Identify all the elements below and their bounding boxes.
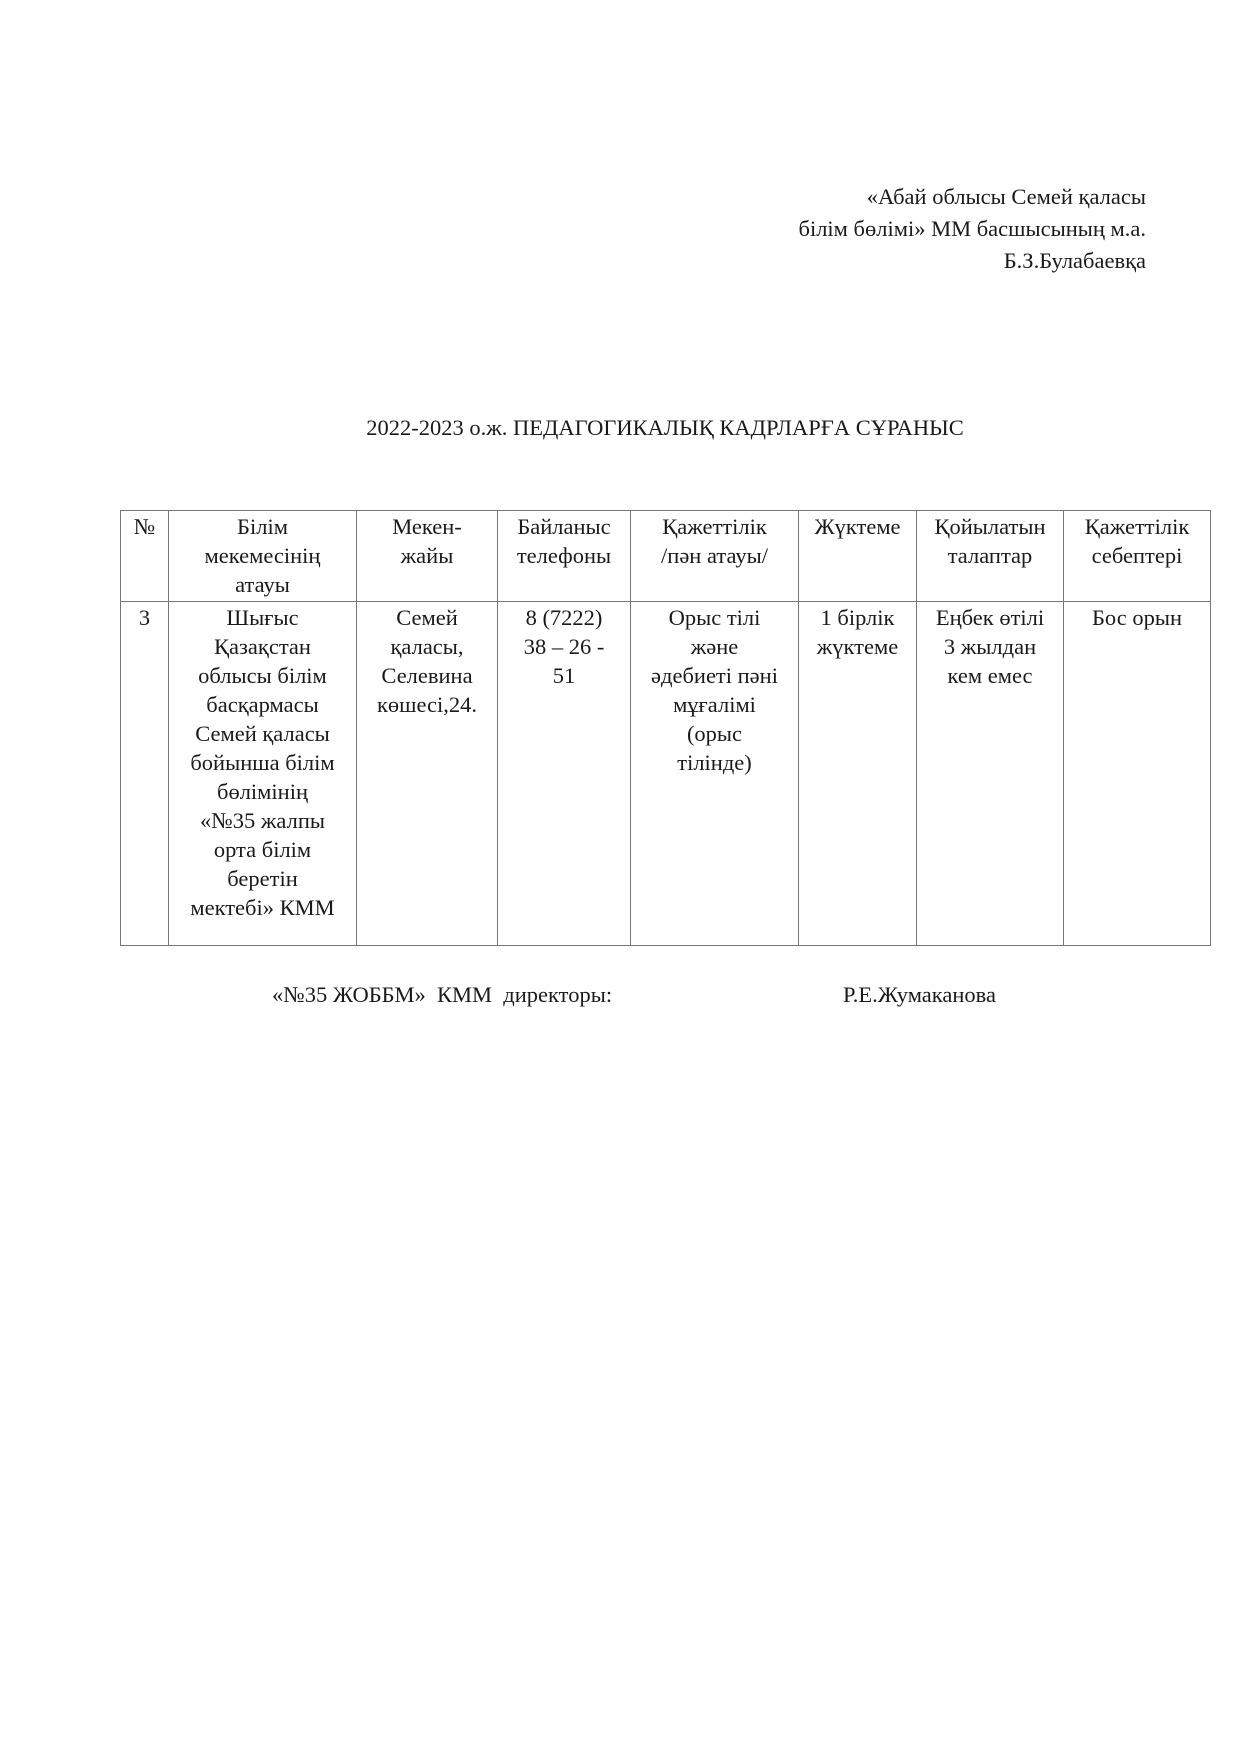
header-institution (169, 511, 357, 602)
header-line: Білім (237, 514, 288, 539)
cell-phone (498, 602, 631, 946)
signatory-position: «№35 ЖОББМ» КММ директоры: (272, 982, 613, 1007)
header-line: Қажеттілік (1084, 514, 1190, 539)
header-line: атауы (235, 572, 290, 597)
table-row (121, 602, 1211, 946)
header-line: Байланыс (517, 514, 611, 539)
header-line: /пән атауы/ (661, 543, 768, 568)
header-phone (498, 511, 631, 602)
staff-request-table (120, 510, 1211, 946)
cell-line: Шығыс (226, 605, 299, 630)
cell-line: мұғалімі (673, 692, 756, 717)
cell-line: кем емес (947, 663, 1033, 688)
cell-line: басқармасы (206, 692, 319, 717)
header-line: жайы (400, 543, 454, 568)
cell-line: Орыс тілі (668, 605, 761, 630)
cell-line: Бос орын (1092, 605, 1182, 630)
cell-reasons (1064, 602, 1211, 946)
addressee-line: білім бөлімі» ММ басшысының м.а. (798, 216, 1146, 241)
document-title: 2022-2023 о.ж. ПЕДАГОГИКАЛЫҚ КАДРЛАРҒА СҰРАНЫС (366, 415, 964, 440)
header-line: Жүктеме (814, 514, 901, 539)
cell-line: тілінде) (677, 750, 752, 775)
header-workload (799, 511, 917, 602)
cell-line: Селевина (381, 663, 473, 688)
cell-workload (799, 602, 917, 946)
cell-line: Семей (396, 605, 458, 630)
cell-line: 51 (552, 663, 576, 688)
table-header-row (121, 511, 1211, 602)
cell-line: және (690, 634, 739, 659)
cell-line: облысы білім (198, 663, 327, 688)
header-line: № (133, 514, 156, 539)
addressee-line: Б.З.Булабаевқа (1003, 248, 1146, 273)
cell-line: жүктеме (816, 634, 899, 659)
addressee-block (799, 181, 1147, 277)
cell-line: Қазақстан (214, 634, 311, 659)
header-requirements (917, 511, 1064, 602)
header-line: талаптар (947, 543, 1033, 568)
header-address (357, 511, 498, 602)
cell-institution (169, 602, 357, 946)
cell-line: 1 бірлік (820, 605, 895, 630)
cell-line: көшесі,24. (376, 692, 478, 717)
header-line: Мекен- (392, 514, 462, 539)
cell-line: Еңбек өтілі (935, 605, 1045, 630)
cell-subject (631, 602, 799, 946)
cell-line: мектебі» КММ (190, 895, 335, 920)
cell-line: 3 жылдан (943, 634, 1037, 659)
cell-line: 38 – 26 - (523, 634, 605, 659)
cell-requirements (917, 602, 1064, 946)
cell-line: 8 (7222) (525, 605, 603, 630)
cell-address (357, 602, 498, 946)
cell-line: Семей қаласы (195, 721, 330, 746)
cell-line: орта білім (213, 837, 312, 862)
cell-line: беретін (227, 866, 298, 891)
cell-line: 3 (138, 605, 151, 630)
header-line: мекемесінің (204, 543, 321, 568)
cell-line: әдебиеті пәні (651, 663, 778, 688)
header-line: себептері (1091, 543, 1183, 568)
cell-line: қаласы, (390, 634, 464, 659)
cell-line: бойынша білім (190, 750, 335, 775)
cell-line: (орыс (686, 721, 743, 746)
header-number (121, 511, 169, 602)
cell-line: «№35 жалпы (200, 808, 325, 833)
header-reasons (1064, 511, 1211, 602)
header-subject (631, 511, 799, 602)
cell-line: бөлімінің (217, 779, 308, 804)
header-line: телефоны (516, 543, 612, 568)
header-line: Қажеттілік (662, 514, 767, 539)
signatory-name: Р.Е.Жумаканова (843, 982, 996, 1007)
cell-number (121, 602, 169, 946)
header-line: Қойылатын (934, 514, 1046, 539)
addressee-line: «Абай облысы Семей қаласы (866, 184, 1146, 209)
